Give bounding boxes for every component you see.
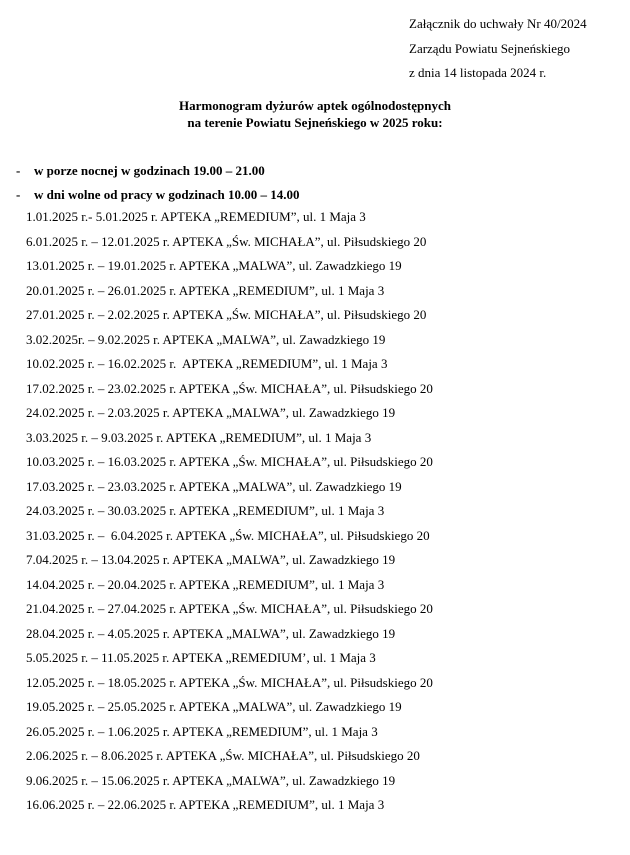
duty-hours-holidays (16, 183, 299, 207)
schedule-entry: 28.04.2025 r. – 4.05.2025 r. APTEKA „MALWA”, ul. Zawadzkiego 19 (26, 625, 396, 641)
duty-hours-list (16, 159, 299, 207)
schedule-entry: 24.02.2025 r. – 2.03.2025 r. APTEKA „MALWA”, ul. Zawadzkiego 19 (26, 405, 396, 420)
schedule-entry: 7.04.2025 r. – 13.04.2025 r. APTEKA „MALWA”, ul. Zawadzkiego 19 (26, 552, 396, 567)
schedule-entry: 2.06.2025 r. – 8.06.2025 r. APTEKA „Św. MICHAŁA”, ul. Piłsudskiego 20 (26, 748, 420, 763)
attachment-header (409, 12, 624, 86)
document-title (0, 97, 630, 131)
schedule-entry: 31.03.2025 r. – 6.04.2025 r. APTEKA „Św. MICHAŁA”, ul. Piłsudskiego 20 (26, 527, 430, 543)
attachment-line-date: z dnia 14 listopada 2024 r. (409, 65, 547, 80)
bullet-dash: - (16, 187, 21, 202)
schedule-entry: 14.04.2025 r. – 20.04.2025 r. APTEKA „REMEDIUM”, ul. 1 Maja 3 (26, 576, 385, 592)
duty-schedule-list (26, 205, 433, 818)
attachment-line-board: Zarządu Powiatu Sejneńskiego (409, 40, 571, 56)
schedule-entry: 5.05.2025 r. – 11.05.2025 r. APTEKA „REMEDIUM’, ul. 1 Maja 3 (26, 650, 376, 665)
schedule-entry: 12.05.2025 r. – 18.05.2025 r. APTEKA „Św. MICHAŁA”, ul. Piłsudskiego 20 (26, 674, 433, 690)
schedule-entry: 21.04.2025 r. – 27.04.2025 r. APTEKA „Św. MICHAŁA”, ul. Piłsudskiego 20 (26, 601, 433, 616)
schedule-entry: 1.01.2025 r.- 5.01.2025 r. APTEKA „REMEDIUM”, ul. 1 Maja 3 (26, 209, 366, 224)
schedule-entry: 6.01.2025 r. – 12.01.2025 r. APTEKA „Św. MICHAŁA”, ul. Piłsudskiego 20 (26, 233, 427, 249)
document-title-line-1: Harmonogram dyżurów aptek ogólnodostępnych (179, 98, 451, 113)
schedule-entry: 10.03.2025 r. – 16.03.2025 r. APTEKA „Św. MICHAŁA”, ul. Piłsudskiego 20 (26, 454, 433, 469)
duty-hours-holidays-text: w dni wolne od pracy w godzinach 10.00 – 14.00 (34, 187, 300, 202)
duty-hours-night-text: w porze nocnej w godzinach 19.00 – 21.00 (34, 163, 265, 178)
schedule-entry: 20.01.2025 r. – 26.01.2025 r. APTEKA „REMEDIUM”, ul. 1 Maja 3 (26, 282, 385, 298)
bullet-dash: - (16, 163, 21, 178)
schedule-entry: 27.01.2025 r. – 2.02.2025 r. APTEKA „Św. MICHAŁA”, ul. Piłsudskiego 20 (26, 307, 427, 322)
schedule-entry: 17.03.2025 r. – 23.03.2025 r. APTEKA „MALWA”, ul. Zawadzkiego 19 (26, 478, 402, 494)
schedule-entry: 13.01.2025 r. – 19.01.2025 r. APTEKA „MALWA”, ul. Zawadzkiego 19 (26, 258, 402, 273)
document-title-line-2: na terenie Powiatu Sejneńskiego w 2025 roku: (187, 115, 443, 130)
schedule-entry: 16.06.2025 r. – 22.06.2025 r. APTEKA „REMEDIUM”, ul. 1 Maja 3 (26, 797, 385, 812)
schedule-entry: 26.05.2025 r. – 1.06.2025 r. APTEKA „REMEDIUM”, ul. 1 Maja 3 (26, 723, 378, 739)
schedule-entry: 9.06.2025 r. – 15.06.2025 r. APTEKA „MALWA”, ul. Zawadzkiego 19 (26, 772, 396, 788)
duty-hours-night (16, 159, 299, 183)
attachment-line-resolution: Załącznik do uchwały Nr 40/2024 (409, 16, 587, 31)
schedule-entry: 24.03.2025 r. – 30.03.2025 r. APTEKA „REMEDIUM”, ul. 1 Maja 3 (26, 503, 385, 518)
schedule-entry: 10.02.2025 r. – 16.02.2025 r. APTEKA „REMEDIUM”, ul. 1 Maja 3 (26, 356, 388, 371)
schedule-entry: 3.02.2025r. – 9.02.2025 r. APTEKA „MALWA”, ul. Zawadzkiego 19 (26, 331, 386, 347)
schedule-entry: 3.03.2025 r. – 9.03.2025 r. APTEKA „REMEDIUM”, ul. 1 Maja 3 (26, 429, 372, 445)
schedule-entry: 17.02.2025 r. – 23.02.2025 r. APTEKA „Św. MICHAŁA”, ul. Piłsudskiego 20 (26, 380, 433, 396)
schedule-entry: 19.05.2025 r. – 25.05.2025 r. APTEKA „MALWA”, ul. Zawadzkiego 19 (26, 699, 402, 714)
